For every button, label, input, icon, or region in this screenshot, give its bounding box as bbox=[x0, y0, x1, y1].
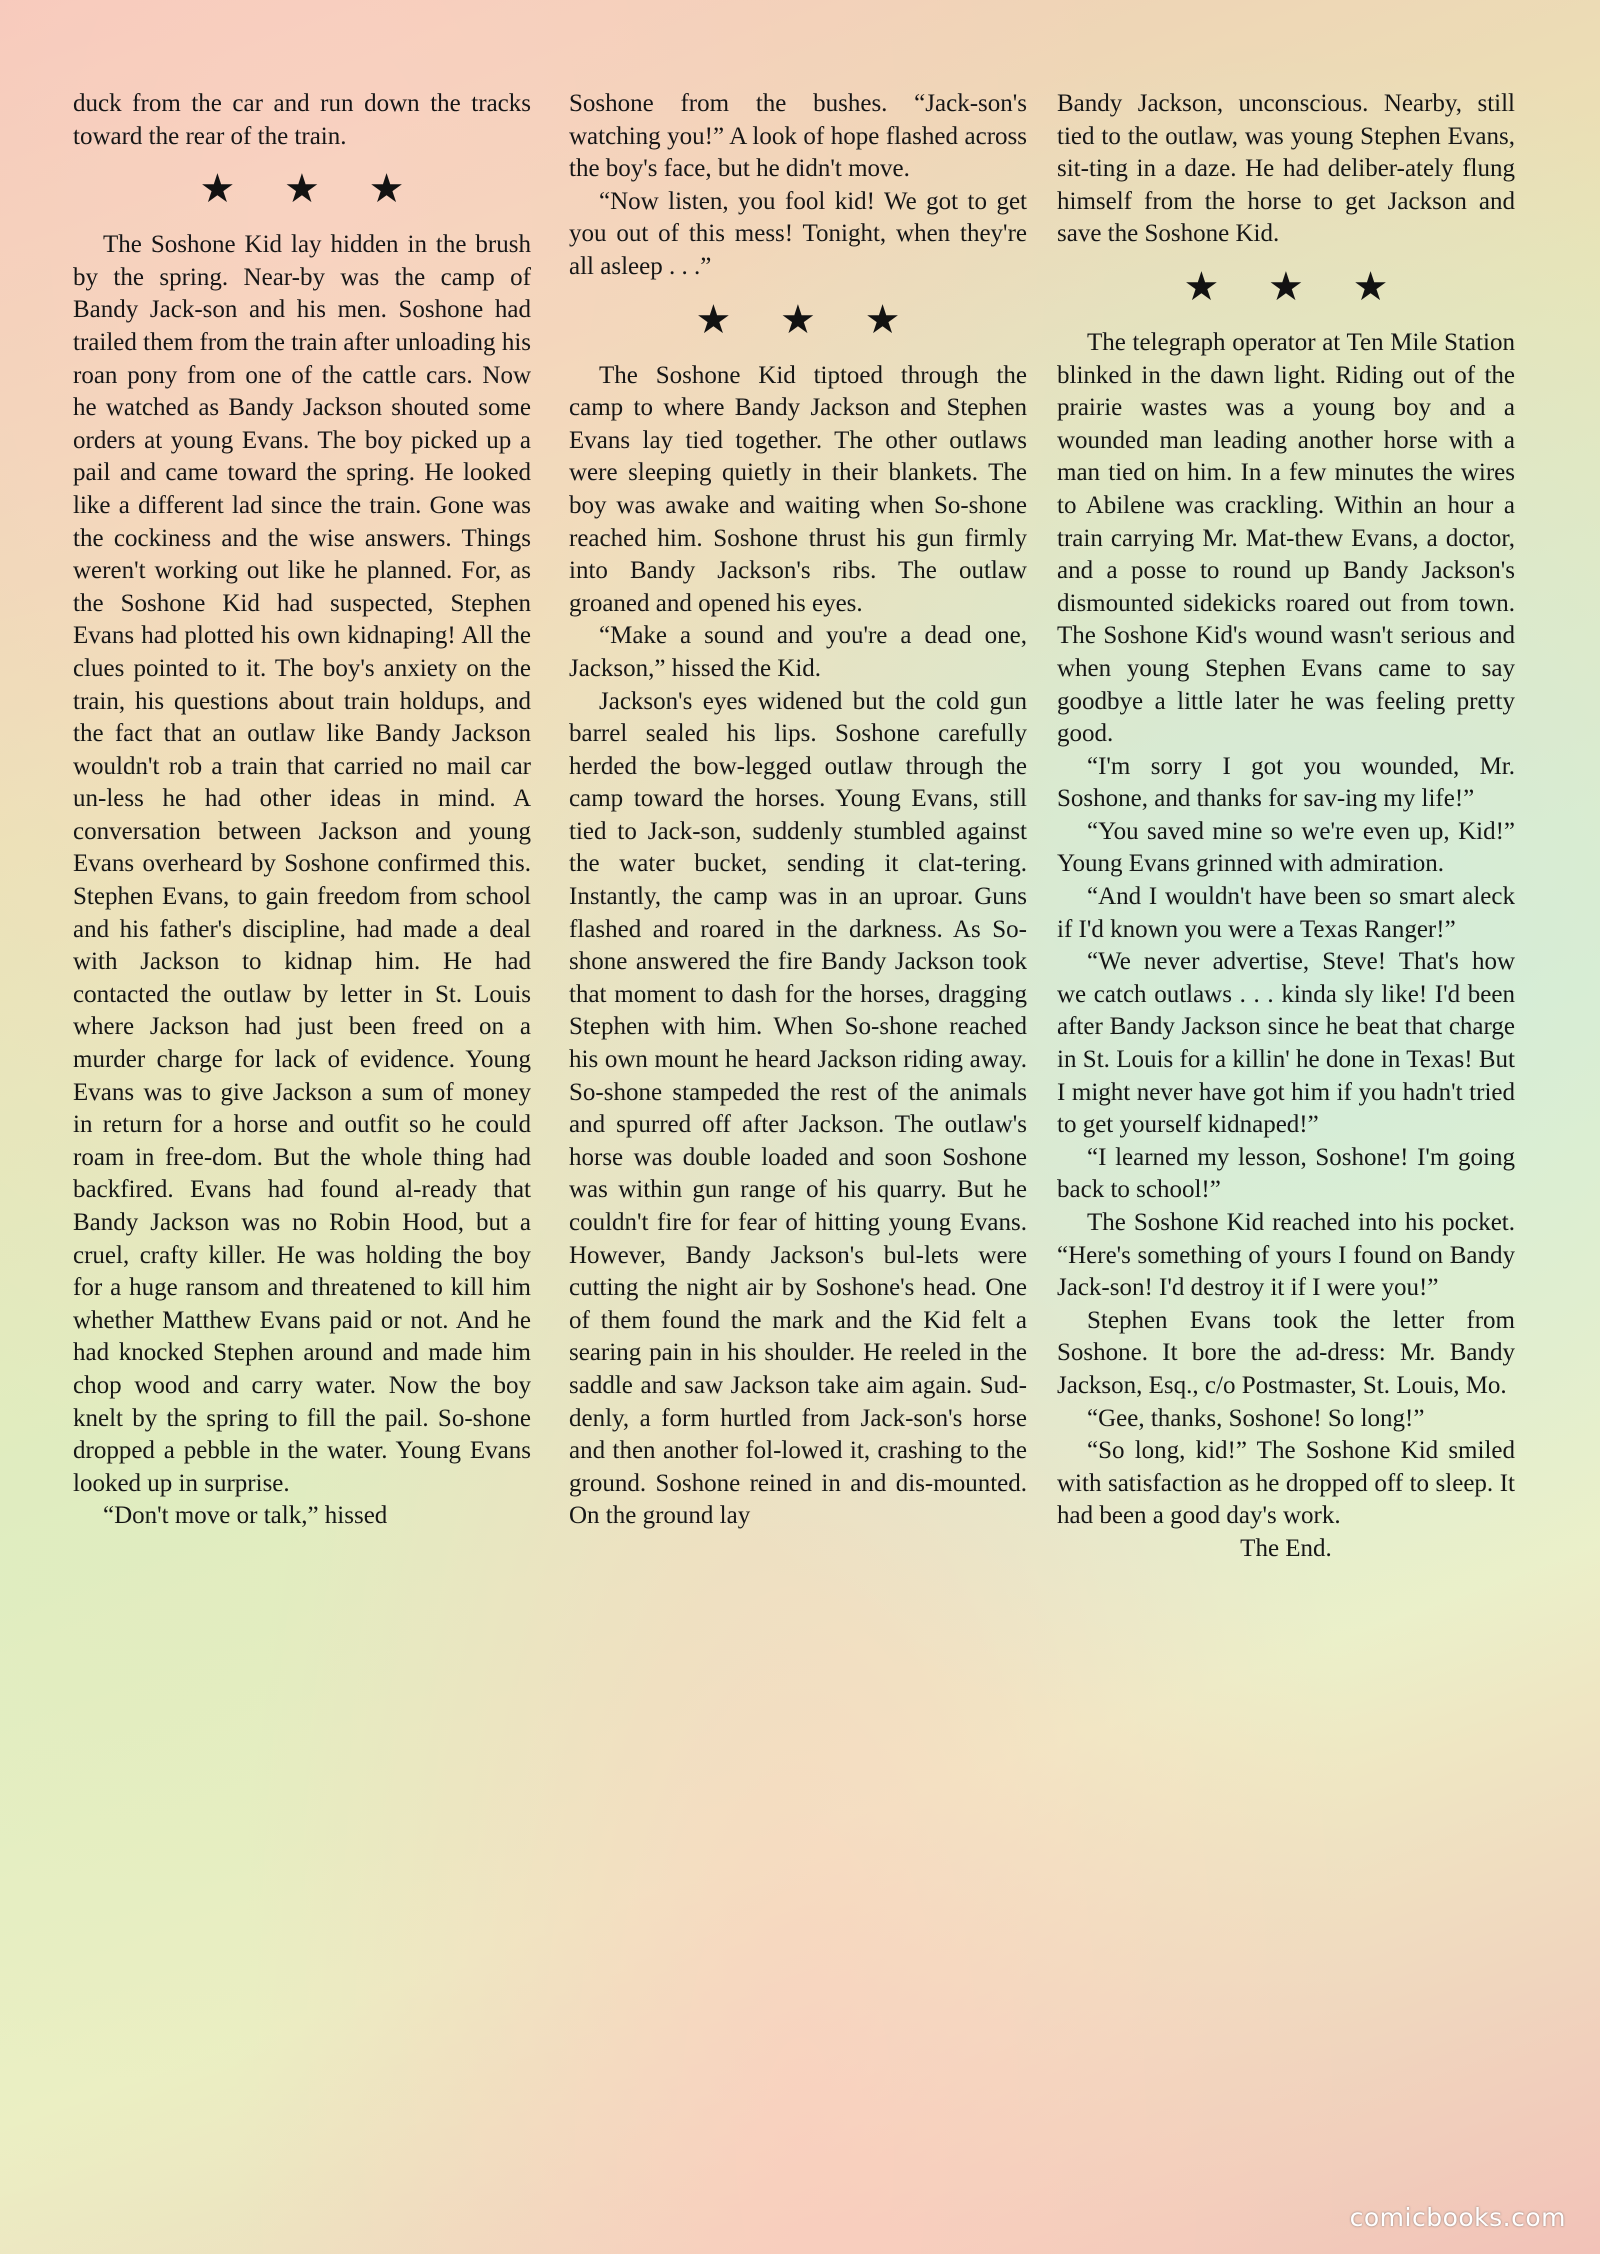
text-column-3 bbox=[1057, 88, 1515, 1566]
story-paragraph: The Soshone Kid reached into his pocket. “Here's something of yours I found on Bandy Jack-son! I'd destroy it if I were you!” bbox=[1057, 1209, 1515, 1302]
site-watermark: comicbooks.com bbox=[1349, 2203, 1566, 2232]
story-paragraph: “And I wouldn't have been so smart aleck if I'd known you were a Texas Ranger!” bbox=[1057, 883, 1515, 943]
the-end-label: The End. bbox=[1240, 1534, 1332, 1562]
story-paragraph: “Gee, thanks, Soshone! So long!” bbox=[1087, 1404, 1425, 1432]
text-column-1 bbox=[73, 88, 531, 1533]
story-paragraph: The Soshone Kid lay hidden in the brush by the spring. Near-by was the camp of Bandy Jack-son and his men. Soshone had trailed them from the train after unloading his roan pony from one of the cattle cars. Now he watched as Bandy Jackson shouted some orders at young Evans. The boy picked up a pail and came toward the spring. He looked like a different lad since the train. Gone was the cockiness and the wise answers. Things weren't working out like he planned. For, as the Soshone Kid had suspected, Stephen Evans had plotted his own kidnaping! All the clues pointed to it. The boy's anxiety on the train, his questions about train holdups, and the fact that an outlaw like Bandy Jackson wouldn't rob a train that carried no mail car un-less he had other ideas in mind. A conversation between Jackson and young Evans overheard by Soshone confirmed this. Stephen Evans, to gain freedom from school and his father's discipline, had made a deal with Jackson to kidnap him. He had contacted the outlaw by letter in St. Louis where Jackson had just been freed on a murder charge for lack of evidence. Young Evans was to give Jackson a sum of money in return for a horse and outfit so he could roam in free-dom. But the whole thing had backfired. Evans had found al-ready that Bandy Jackson was no Robin Hood, but a cruel, crafty killer. He was holding the boy for a huge ransom and threatened to kill him whether Matthew Evans paid or not. And he had knocked Stephen around and made him chop wood and carry water. Now the boy knelt by the spring to fill the pail. So-shone dropped a pebble in the water. Young Evans looked up in surprise. bbox=[73, 231, 531, 1497]
section-break-stars: ★ ★ ★ bbox=[1183, 263, 1407, 310]
story-paragraph: Stephen Evans took the letter from Soshone. It bore the ad-dress: Mr. Bandy Jackson, Esq., c/o Postmaster, St. Louis, Mo. bbox=[1057, 1306, 1515, 1399]
section-break-stars: ★ ★ ★ bbox=[695, 296, 919, 343]
story-paragraph: Jackson's eyes widened but the cold gun barrel sealed his lips. Soshone carefully herded the bow-legged outlaw through the camp toward the horses. Young Evans, still tied to Jack-son, suddenly stumbled against the water bucket, sending it clat-tering. Instantly, the camp was in an uproar. Guns flashed and roared in the darkness. As So-shone answered the fire Bandy Jackson took that moment to dash for the horses, dragging Stephen with him. When So-shone reached his own mount he heard Jackson riding away. So-shone stampeded the rest of the animals and spurred off after Jackson. The outlaw's horse was double loaded and soon Soshone was within gun range of his quarry. But he couldn't fire for fear of hitting young Evans. However, Bandy Jackson's bul-lets were cutting the night air by Soshone's head. One of them found the mark and the Kid felt a searing pain in his shoulder. He reeled in the saddle and saw Jackson take aim again. Sud-denly, a form hurtled from Jack-son's horse and then another fol-lowed it, crashing to the ground. Soshone reined in and dis-mounted. On the ground lay bbox=[569, 687, 1027, 1530]
story-paragraph: “We never advertise, Steve! That's how we catch outlaws . . . kinda sly like! I'd been after Bandy Jackson since he beat that charge in St. Louis for a killin' he done in Texas! But I might never have got him if you hadn't tried to get yourself kidnaped!” bbox=[1057, 948, 1515, 1139]
story-paragraph: The telegraph operator at Ten Mile Station blinked in the dawn light. Riding out of the prairie wastes was a young boy and a wounded man leading another horse with a man tied on him. In a few minutes the wires to Abilene was crackling. Within an hour a train carrying Mr. Mat-thew Evans, a doctor, and a posse to round up Bandy Jackson's dismounted sidekicks roared out from town. The Soshone Kid's wound wasn't serious and when young Stephen Evans came to say goodbye a little later he was feeling pretty good. bbox=[1057, 328, 1515, 748]
story-paragraph: duck from the car and run down the tracks toward the rear of the train. bbox=[73, 90, 531, 150]
story-paragraph: Bandy Jackson, unconscious. Nearby, still tied to the outlaw, was young Stephen Evans, sit-ting in a daze. He had deliber-ately flung himself from the horse to get Jackson and save the Soshone Kid. bbox=[1057, 90, 1515, 248]
story-paragraph: “Now listen, you fool kid! We got to get you out of this mess! Tonight, when they're all asleep . . .” bbox=[569, 187, 1027, 280]
story-paragraph: The Soshone Kid tiptoed through the camp to where Bandy Jackson and Stephen Evans lay tied together. The other outlaws were sleeping quietly in their blankets. The boy was awake and waiting when So-shone reached him. Soshone thrust his gun firmly into Bandy Jackson's ribs. The outlaw groaned and opened his eyes. bbox=[569, 361, 1027, 617]
story-paragraph: “So long, kid!” The Soshone Kid smiled with satisfaction as he dropped off to sleep. It had been a good day's work. bbox=[1057, 1437, 1515, 1530]
story-paragraph: “Make a sound and you're a dead one, Jackson,” hissed the Kid. bbox=[569, 622, 1027, 682]
section-break-stars: ★ ★ ★ bbox=[199, 166, 423, 213]
story-paragraph: Soshone from the bushes. “Jack-son's watching you!” A look of hope flashed across the boy's face, but he didn't move. bbox=[569, 90, 1027, 183]
text-column-2 bbox=[569, 88, 1027, 1533]
story-paragraph: “I learned my lesson, Soshone! I'm going back to school!” bbox=[1057, 1143, 1515, 1204]
story-paragraph: “I'm sorry I got you wounded, Mr. Soshone, and thanks for sav-ing my life!” bbox=[1057, 752, 1515, 813]
story-paragraph: “Don't move or talk,” hissed bbox=[103, 1502, 388, 1530]
story-paragraph: “You saved mine so we're even up, Kid!” Young Evans grinned with admiration. bbox=[1057, 817, 1515, 878]
